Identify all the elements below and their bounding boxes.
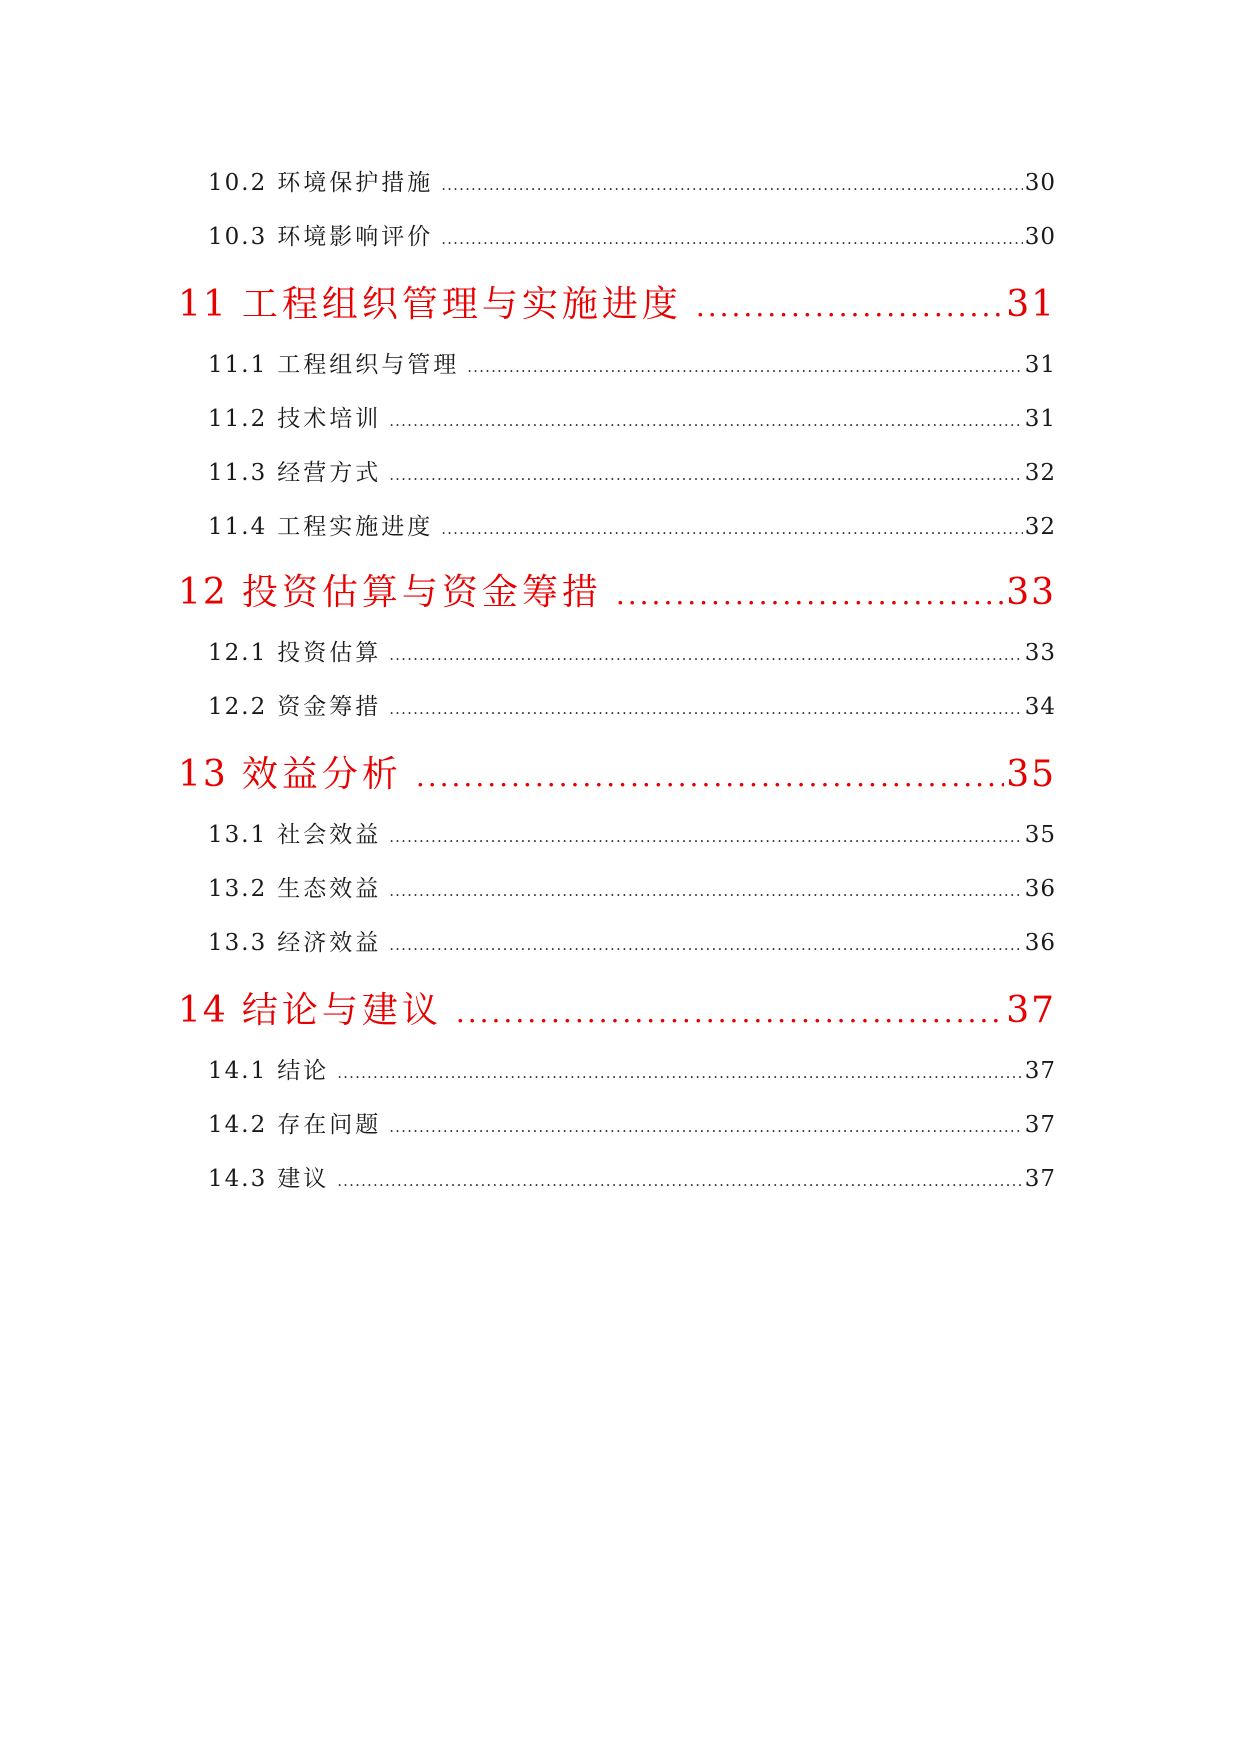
dot-leader (389, 828, 1023, 846)
toc-entry-title: 技术培训 (277, 406, 382, 432)
dot-leader (467, 358, 1023, 376)
toc-entry-title: 资金筹措 (277, 694, 382, 720)
toc-entry-page: 31 (1024, 352, 1056, 378)
toc-entry-number: 14.2 (208, 1112, 268, 1138)
dot-leader (441, 520, 1023, 538)
toc-entry-10-2[interactable] (208, 164, 1056, 197)
dot-leader (389, 646, 1023, 664)
toc-entry-title: 工程组织与管理 (277, 352, 460, 378)
dot-leader (441, 230, 1023, 248)
toc-entry-11-2[interactable] (208, 400, 1056, 433)
toc-entry-page: 32 (1024, 514, 1056, 540)
toc-chapter-title: 结论与建议 (241, 990, 442, 1031)
toc-entry-number: 10.2 (208, 170, 268, 196)
toc-chapter-number: 13 (178, 754, 228, 795)
toc-entry-number: 11.3 (208, 460, 268, 486)
toc-entry-title: 环境影响评价 (277, 224, 434, 250)
toc-entry-page: 31 (1024, 406, 1056, 432)
toc-chapter-title: 效益分析 (241, 754, 402, 795)
dot-leader (616, 578, 1004, 611)
toc-entry-number: 11.2 (208, 406, 268, 432)
toc-entry-11-3[interactable] (208, 454, 1056, 487)
toc-chapter-14[interactable] (178, 982, 1056, 1033)
toc-entry-number: 10.3 (208, 224, 268, 250)
dot-leader (389, 466, 1023, 484)
dot-leader (389, 882, 1023, 900)
toc-entry-14-1[interactable] (208, 1052, 1056, 1085)
dot-leader (337, 1172, 1023, 1190)
toc-entry-title: 存在问题 (277, 1112, 382, 1138)
dot-leader (416, 760, 1004, 793)
toc-entry-number: 13.1 (208, 822, 268, 848)
toc-chapter-page: 37 (1006, 990, 1056, 1031)
toc-entry-title: 工程实施进度 (277, 514, 434, 540)
dot-leader (389, 412, 1023, 430)
toc-entry-12-2[interactable] (208, 688, 1056, 721)
toc-entry-number: 11.4 (208, 514, 268, 540)
toc-entry-title: 建议 (277, 1166, 330, 1192)
toc-chapter-page: 35 (1006, 754, 1056, 795)
toc-entry-page: 37 (1024, 1112, 1056, 1138)
toc-entry-page: 33 (1024, 640, 1056, 666)
dot-leader (389, 936, 1023, 954)
dot-leader (456, 996, 1004, 1029)
toc-entry-title: 经营方式 (277, 460, 382, 486)
toc-entry-title: 社会效益 (277, 822, 382, 848)
dot-leader (696, 290, 1004, 323)
toc-entry-13-1[interactable] (208, 816, 1056, 849)
toc-entry-title: 投资估算 (277, 640, 382, 666)
toc-entry-title: 环境保护措施 (277, 170, 434, 196)
dot-leader (337, 1064, 1023, 1082)
toc-entry-13-3[interactable] (208, 924, 1056, 957)
toc-chapter-number: 14 (178, 990, 228, 1031)
toc-entry-number: 14.3 (208, 1166, 268, 1192)
toc-chapter-title: 工程组织管理与实施进度 (241, 284, 682, 325)
toc-entry-page: 32 (1024, 460, 1056, 486)
dot-leader (389, 700, 1023, 718)
toc-entry-page: 37 (1024, 1166, 1056, 1192)
toc-chapter-number: 12 (178, 572, 228, 613)
toc-entry-title: 结论 (277, 1058, 330, 1084)
toc-chapter-12[interactable] (178, 564, 1056, 615)
toc-chapter-11[interactable] (178, 276, 1056, 327)
toc-entry-14-3[interactable] (208, 1160, 1056, 1193)
toc-entry-12-1[interactable] (208, 634, 1056, 667)
toc-entry-10-3[interactable] (208, 218, 1056, 251)
toc-entry-11-4[interactable] (208, 508, 1056, 541)
toc-entry-number: 12.2 (208, 694, 268, 720)
toc-entry-number: 14.1 (208, 1058, 268, 1084)
toc-entry-page: 34 (1024, 694, 1056, 720)
toc-chapter-page: 33 (1006, 572, 1056, 613)
toc-entry-14-2[interactable] (208, 1106, 1056, 1139)
toc-entry-page: 35 (1024, 822, 1056, 848)
toc-entry-number: 11.1 (208, 352, 268, 378)
toc-entry-page: 36 (1024, 930, 1056, 956)
dot-leader (441, 176, 1023, 194)
toc-entry-title: 经济效益 (277, 930, 382, 956)
toc-entry-title: 生态效益 (277, 876, 382, 902)
toc-entry-page: 36 (1024, 876, 1056, 902)
toc-chapter-page: 31 (1006, 284, 1056, 325)
toc-entry-page: 30 (1024, 224, 1056, 250)
toc-entry-page: 37 (1024, 1058, 1056, 1084)
dot-leader (389, 1118, 1023, 1136)
toc-chapter-title: 投资估算与资金筹措 (241, 572, 602, 613)
toc-entry-page: 30 (1024, 170, 1056, 196)
toc-entry-number: 12.1 (208, 640, 268, 666)
toc-entry-number: 13.2 (208, 876, 268, 902)
toc-chapter-number: 11 (178, 284, 228, 325)
toc-entry-number: 13.3 (208, 930, 268, 956)
toc-chapter-13[interactable] (178, 746, 1056, 797)
toc-entry-11-1[interactable] (208, 346, 1056, 379)
toc-entry-13-2[interactable] (208, 870, 1056, 903)
